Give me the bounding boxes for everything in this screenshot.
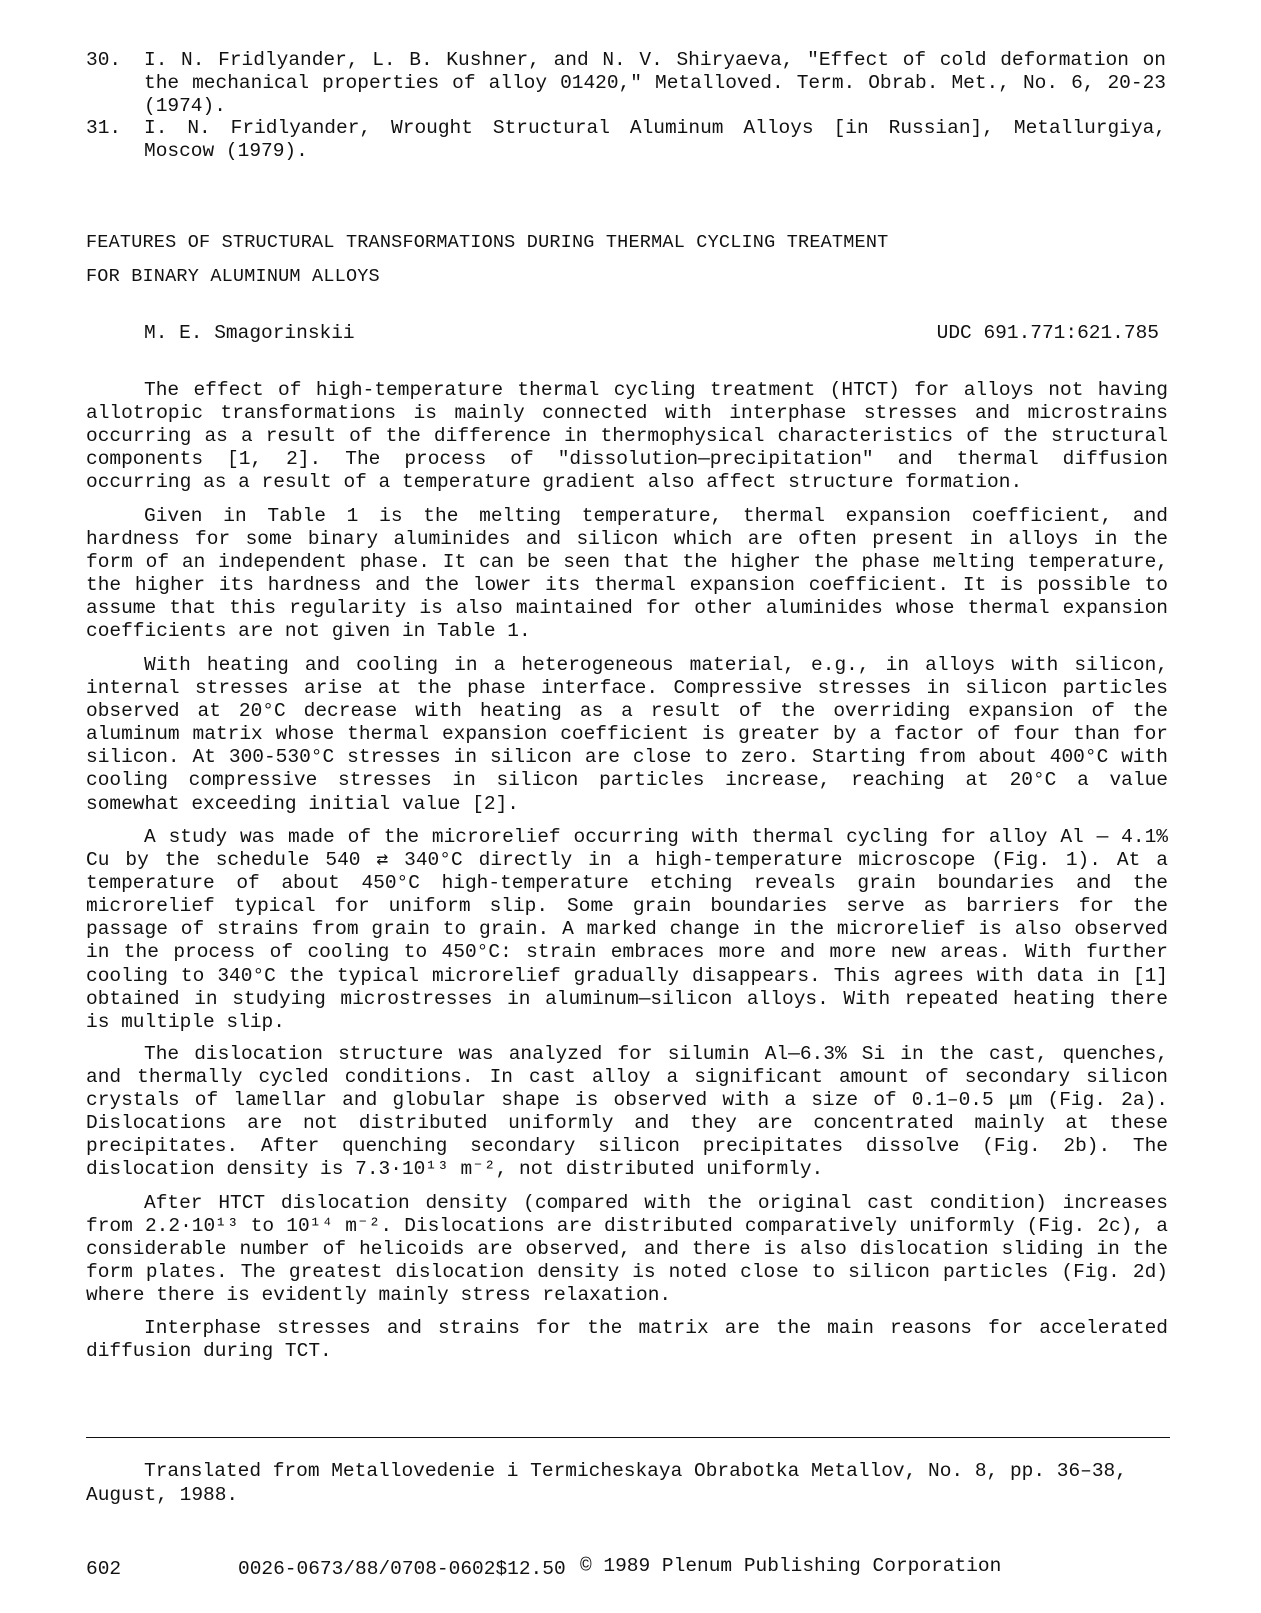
author-name: M. E. Smagorinskii <box>144 322 355 344</box>
copyright-notice: © 1989 Plenum Publishing Corporation <box>580 1555 1002 1577</box>
body-paragraph-4: A study was made of the microrelief occurring with thermal cycling for alloy Al — 4.1% Cu by the schedule 540 ⇄ 340°C directly in a high-temperature microscope (Fig. 1). At a temperature of about 450°C high-temperature etching reveals grain boundaries and the microrelief typical for uniform slip. Some grain boundaries serve as barriers for the passage of strains from grain to grain. A marked change in the microrelief is also observed in the process of cooling to 450°C: strain embraces more and more new areas. With further cooling to 340°C the typical microrelief gradually disappears. This agrees with data in [1] obtained in studying microstresses in aluminum—silicon alloys. With repeated heating there is multiple slip. <box>86 826 1168 1033</box>
article-title-line-2: FOR BINARY ALUMINUM ALLOYS <box>86 266 380 287</box>
reference-text: I. N. Fridlyander, Wrought Structural Aluminum Alloys [in Russian], Metallurgiya, Moscow (1979). <box>144 117 1166 162</box>
body-paragraph-3: With heating and cooling in a heterogeneous material, e.g., in alloys with silicon, internal stresses arise at the phase interface. Compressive stresses in silicon particles observed at 20°C decrease with heating as a result of the overriding expansion of the aluminum matrix whose thermal expansion coefficient is greater by a factor of four than for silicon. At 300-530°C stresses in silicon are close to zero. Starting from about 400°C with cooling compressive stresses in silicon particles increase, reaching at 20°C a value somewhat exceeding initial value [2]. <box>86 654 1168 815</box>
udc-code: UDC 691.771:621.785 <box>936 322 1159 344</box>
reference-number: 31. <box>86 117 122 139</box>
translation-footnote: Translated from Metallovedenie i Termicheskaya Obrabotka Metallov, No. 8, pp. 36–38, August, 1988. <box>86 1460 1127 1506</box>
footnote-divider <box>86 1437 1170 1438</box>
reference-31 <box>86 117 1166 163</box>
page-number: 602 <box>86 1558 122 1580</box>
body-paragraph-7: Interphase stresses and strains for the matrix are the main reasons for accelerated diffusion during TCT. <box>86 1317 1168 1363</box>
reference-number: 30. <box>86 49 122 71</box>
reference-text: I. N. Fridlyander, L. B. Kushner, and N. V. Shiryaeva, "Effect of cold deformation on the mechanical properties of alloy 01420," Metalloved. Term. Obrab. Met., No. 6, 20-23 (1974). <box>144 49 1166 117</box>
body-paragraph-1: The effect of high-temperature thermal cycling treatment (HTCT) for alloys not having allotropic transformations is mainly connected with interphase stresses and microstrains occurring as a result of the difference in thermophysical characteristics of the structural components [1, 2]. The process of "dissolution—precipitation" and thermal diffusion occurring as a result of a temperature gradient also affect structure formation. <box>86 379 1168 494</box>
article-code: 0026-0673/88/0708-0602$12.50 <box>238 1558 566 1580</box>
reference-30 <box>86 49 1166 118</box>
article-title-line-1: FEATURES OF STRUCTURAL TRANSFORMATIONS DURING THERMAL CYCLING TREATMENT <box>86 232 889 253</box>
body-paragraph-5: The dislocation structure was analyzed for silumin Al—6.3% Si in the cast, quenches, and thermally cycled conditions. In cast alloy a significant amount of secondary silicon crystals of lamellar and globular shape is observed with a size of 0.1–0.5 μm (Fig. 2a). Dislocations are not distributed uniformly and they are concentrated mainly at these precipitates. After quenching secondary silicon precipitates dissolve (Fig. 2b). The dislocation density is 7.3·10¹³ m⁻², not distributed uniformly. <box>86 1043 1168 1181</box>
body-paragraph-2: Given in Table 1 is the melting temperature, thermal expansion coefficient, and hardness for some binary aluminides and silicon which are often present in alloys in the form of an independent phase. It can be seen that the higher the phase melting temperature, the higher its hardness and the lower its thermal expansion coefficient. It is possible to assume that this regularity is also maintained for other aluminides whose thermal expansion coefficients are not given in Table 1. <box>86 505 1168 643</box>
body-paragraph-6: After HTCT dislocation density (compared with the original cast condition) increases from 2.2·10¹³ to 10¹⁴ m⁻². Dislocations are distributed comparatively uniformly (Fig. 2c), a considerable number of helicoids are observed, and there is also dislocation sliding in the form plates. The greatest dislocation density is noted close to silicon particles (Fig. 2d) where there is evidently mainly stress relaxation. <box>86 1192 1168 1307</box>
